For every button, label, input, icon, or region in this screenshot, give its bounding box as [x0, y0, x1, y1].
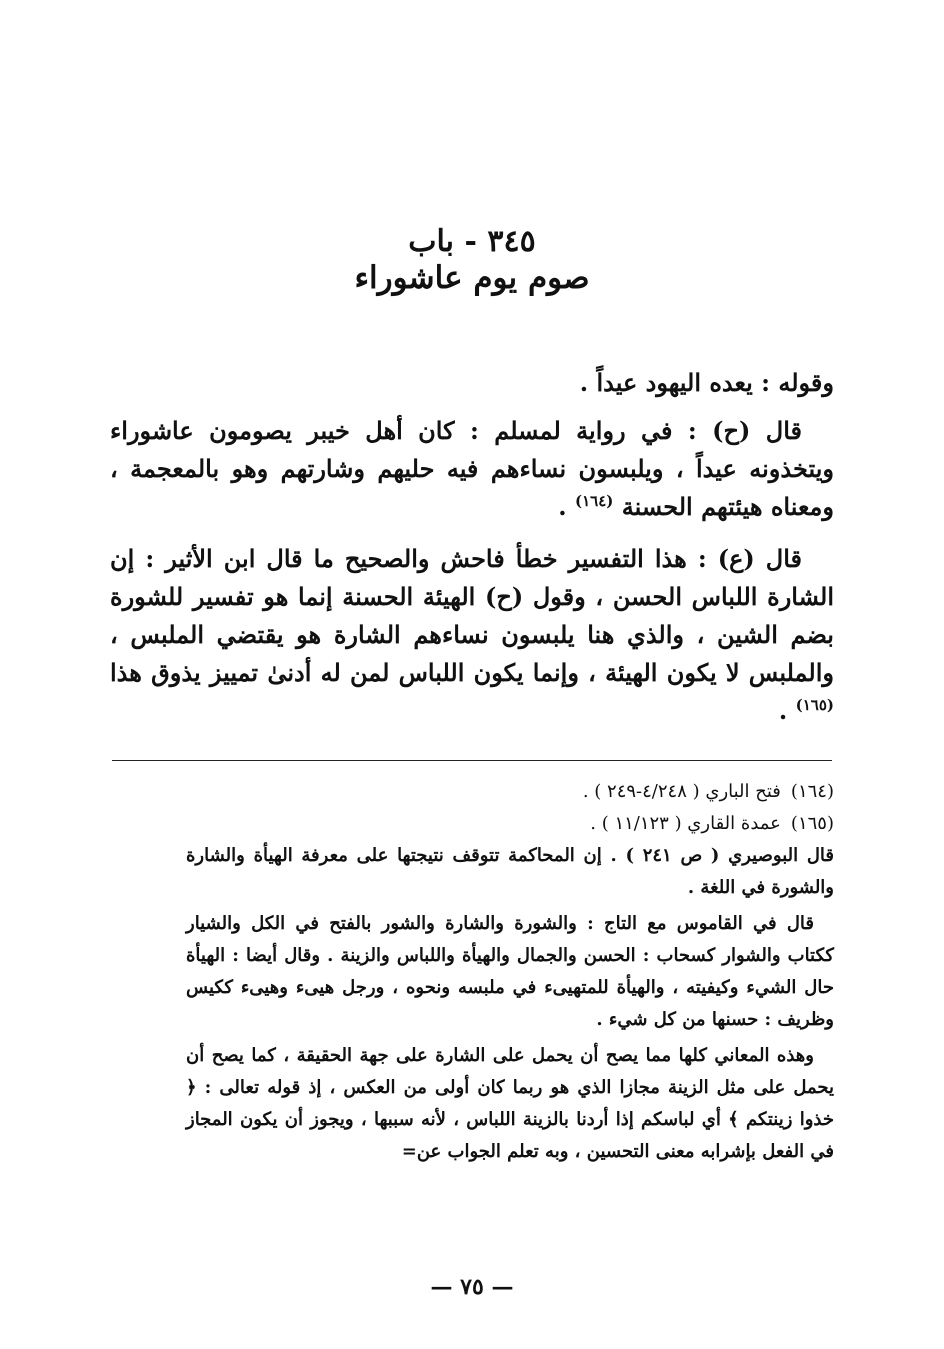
paragraph-ayni — [110, 540, 834, 730]
comment-meanings: وهذه المعاني كلها مما يصح أن يحمل على الشارة على جهة الحقيقة ، كما يصح أن يحمل على مثل الزينة مجازا الذي هو ربما كان أولى من العكس ، إذ قوله تعالى : ﴿ خذوا زينتكم ﴾ أي لباسكم إذا أردنا بالزينة اللباس ، لأنه سببها ، ويجوز أن يكون المجاز في الفعل بإشرابه معنى التحسين ، وبه تعلم الجواب عن= — [186, 1045, 834, 1162]
comment-busiri: قال البوصيري ( ص ٢٤١ ) . إن المحاكمة تتوقف نتيجتها على معرفة الهيأة والشارة والشورة في اللغة . — [186, 845, 834, 898]
footnote-text: عمدة القاري ( ١١/١٢٣ ) . — [590, 813, 781, 834]
paragraph-ayni-end: . — [778, 696, 788, 725]
paragraph-hafiz-end: . — [558, 492, 567, 521]
chapter-title: صوم يوم عاشوراء — [354, 260, 590, 296]
footnote-separator — [112, 760, 832, 761]
footnote-mark: (١٦٤) — [790, 781, 834, 802]
comment-qamus: قال في القاموس مع التاج : والشورة والشارة والشور بالفتح في الكل والشيار ككتاب والشوار كسحاب : الحسن والجمال والهيأة واللباس والزينة . وقال أيضا : الهيأة حال الشيء وكيفيته ، والهيأة للمتهيىء في ملبسه ونحوه ، ورجل هيىء وهيىء ككيس وظريف : حسنها من كل شيء . — [186, 913, 834, 1030]
page-number: — ٧٥ — — [430, 1274, 514, 1300]
footnote-ref-164: (١٦٤) — [574, 492, 614, 510]
paragraph-ayni-text: قال (ع) : هذا التفسير خطأ فاحش والصحيح ما قال ابن الأثير : إن الشارة اللباس الحسن ، وقول (ح) الهيئة الحسنة إنما هو تفسير للشورة بضم الشين ، والذي هنا يلبسون نساءهم الشارة هو يقتضي الملبس ، والملبس لا يكون الهيئة ، وإنما يكون اللباس لمن له أدنىٰ تمييز يذوق هذا — [110, 544, 834, 687]
paragraph-quote: وقوله : يعده اليهود عيداً . — [579, 368, 834, 397]
main-text — [110, 364, 834, 730]
footnote-mark: (١٦٥) — [790, 813, 834, 834]
footnote-text: فتح الباري ( ٤/٢٤٨-٢٤٩ ) . — [582, 781, 781, 802]
chapter-number: ٣٤٥ - باب — [408, 224, 536, 259]
paragraph-hafiz-text: قال (ح) : في رواية لمسلم : كان أهل خيبر يصومون عاشوراء ويتخذونه عيداً ، ويلبسون نساءهم فيه حليهم وشارتهم وهو بالمعجمة ، ومعناه هيئتهم الحسنة — [110, 416, 834, 521]
footnote-164 — [110, 776, 834, 808]
footnotes — [110, 776, 834, 1168]
footnote-165 — [110, 808, 834, 840]
footnote-ref-165: (١٦٥) — [795, 696, 834, 714]
paragraph-hafiz — [110, 412, 834, 526]
